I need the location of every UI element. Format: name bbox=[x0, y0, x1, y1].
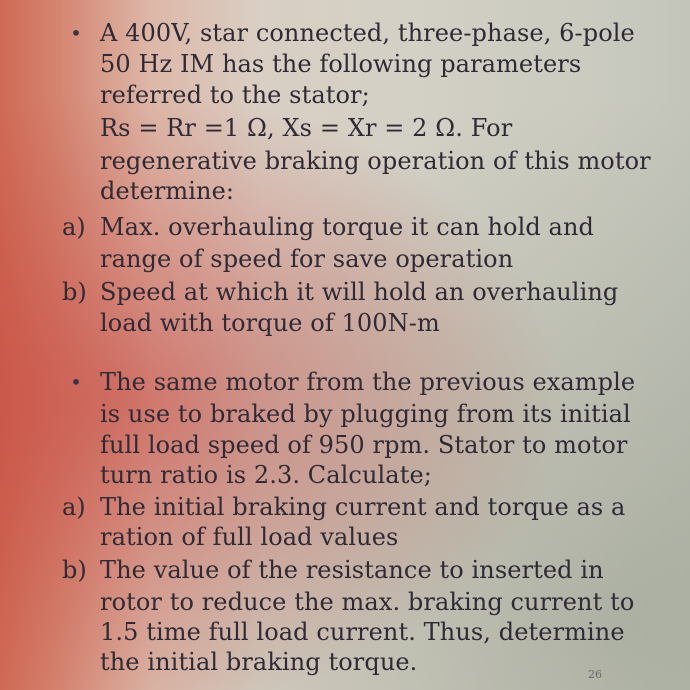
subquestion-a-line: The initial braking current and torque as a bbox=[100, 493, 626, 521]
problem-2-line: turn ratio is 2.3. Calculate; bbox=[100, 461, 432, 489]
problem-2-line: The same motor from the previous example bbox=[100, 368, 636, 396]
problem-1 bbox=[62, 18, 651, 338]
problem-1-line: regenerative braking operation of this motor bbox=[100, 147, 651, 175]
subquestion-b-line: The value of the resistance to inserted in bbox=[100, 556, 604, 584]
subquestion-b-marker: b) bbox=[62, 556, 87, 584]
problem-1-line: 50 Hz IM has the following parameters bbox=[100, 50, 582, 78]
problem-2 bbox=[62, 367, 642, 677]
subquestion-b-marker: b) bbox=[62, 278, 87, 306]
subquestion-b-line: Speed at which it will hold an overhauling bbox=[100, 278, 619, 306]
bullet-marker: • bbox=[70, 370, 82, 394]
subquestion-a-marker: a) bbox=[62, 213, 86, 241]
subquestion-b-line: the initial braking torque. bbox=[100, 648, 418, 676]
subquestion-a-marker: a) bbox=[62, 493, 86, 521]
subquestion-b-line: 1.5 time full load current. Thus, determine bbox=[100, 618, 625, 646]
subquestion-b-line: rotor to reduce the max. braking current to bbox=[100, 588, 635, 616]
problem-1-line: determine: bbox=[100, 177, 235, 205]
bullet-marker: • bbox=[70, 21, 82, 45]
subquestion-a-line: range of speed for save operation bbox=[100, 245, 514, 273]
problem-2-line: full load speed of 950 rpm. Stator to motor bbox=[100, 431, 628, 459]
problem-1-line: referred to the stator; bbox=[100, 81, 370, 109]
page-number: 26 bbox=[588, 668, 602, 681]
problem-1-line: A 400V, star connected, three-phase, 6-pole bbox=[100, 19, 635, 47]
problem-1-line: Rs = Rr =1 Ω, Xs = Xr = 2 Ω. For bbox=[100, 114, 513, 142]
subquestion-a-line: Max. overhauling torque it can hold and bbox=[100, 213, 594, 241]
subquestion-a-line: ration of full load values bbox=[100, 523, 399, 551]
subquestion-b-line: load with torque of 100N-m bbox=[100, 309, 440, 337]
problem-2-line: is use to braked by plugging from its initial bbox=[100, 400, 631, 428]
